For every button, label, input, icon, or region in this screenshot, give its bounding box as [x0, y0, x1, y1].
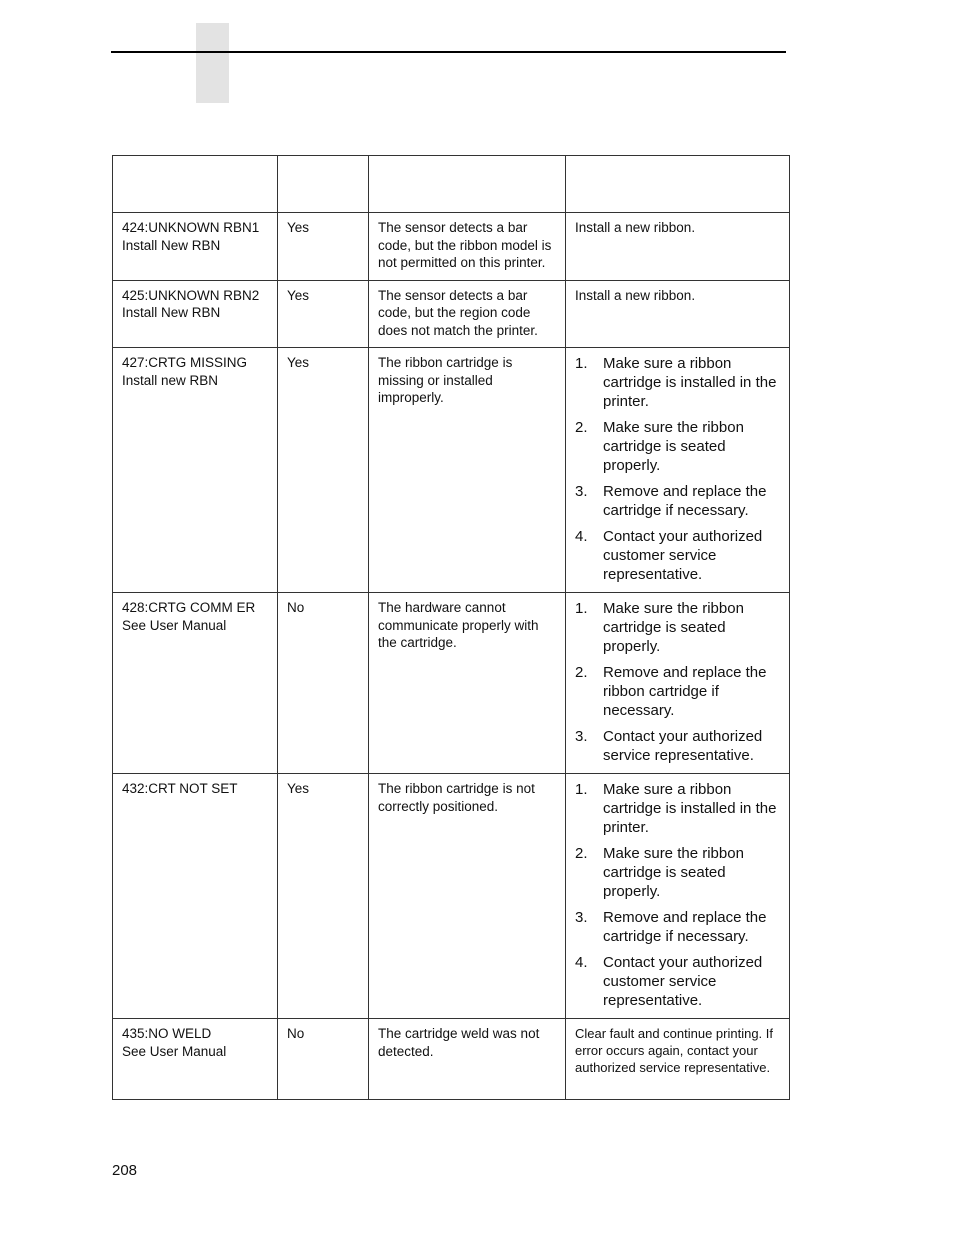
explanation-cell: The sensor detects a bar code, but the region code does not match the printer. [369, 280, 566, 348]
header-cell [369, 156, 566, 213]
error-code-table [112, 155, 790, 1100]
solution-cell: Install a new ribbon. [566, 213, 790, 281]
message-line: Install new RBN [122, 372, 219, 388]
list-item: 3. Remove and replace the cartridge if necessary. [575, 909, 767, 945]
solution-cell [566, 593, 790, 774]
header-rule [111, 51, 786, 53]
message-cell [113, 280, 278, 348]
table-row [113, 774, 790, 1019]
message-line: 428:CRTG COMM ER [122, 600, 256, 615]
header-cell [566, 156, 790, 213]
message-line: 435:NO WELD [122, 1026, 212, 1041]
message-line: 425:UNKNOWN RBN2 [122, 287, 260, 303]
resettable-cell: Yes [278, 213, 369, 281]
message-cell [113, 774, 278, 1019]
table-row [113, 1019, 790, 1100]
list-item: 2. Make sure the ribbon cartridge is seated properly. [575, 419, 744, 474]
explanation-cell: The ribbon cartridge is missing or installed improperly. [369, 348, 566, 593]
solution-steps [566, 593, 789, 773]
message-line: See User Manual [122, 1043, 227, 1059]
message-line: 427:CRTG MISSING [122, 355, 248, 370]
table-header-row [113, 156, 790, 213]
table-row [113, 280, 790, 348]
message-line: Install New RBN [122, 305, 221, 320]
resettable-cell: No [278, 1019, 369, 1100]
solution-cell [566, 774, 790, 1019]
solution-cell: Install a new ribbon. [566, 280, 790, 348]
explanation-cell: The hardware cannot communicate properly with the cartridge. [369, 593, 566, 774]
message-cell [113, 213, 278, 281]
table-row [113, 348, 790, 593]
solution-cell [566, 348, 790, 593]
resettable-cell: Yes [278, 348, 369, 593]
message-line: 424:UNKNOWN RBN1 [122, 220, 260, 235]
list-item: 1. Make sure a ribbon cartridge is installed in the printer. [575, 781, 777, 836]
message-cell [113, 1019, 278, 1100]
header-cell [278, 156, 369, 213]
resettable-cell: No [278, 593, 369, 774]
list-item: 1. Make sure the ribbon cartridge is seated properly. [575, 600, 744, 655]
list-item: 4. Contact your authorized customer service representative. [575, 954, 763, 1009]
page-number: 208 [112, 1162, 138, 1179]
explanation-cell: The sensor detects a bar code, but the ribbon model is not permitted on this printer. [369, 213, 566, 281]
solution-steps [566, 348, 789, 592]
list-item: 3. Remove and replace the cartridge if necessary. [575, 483, 767, 519]
chapter-tab [196, 23, 229, 103]
solution-cell: Clear fault and continue printing. If error occurs again, contact your authorized service representative. [566, 1019, 790, 1100]
list-item: 1. Make sure a ribbon cartridge is installed in the printer. [575, 355, 777, 410]
list-item: 4. Contact your authorized customer service representative. [575, 528, 763, 583]
table-row [113, 213, 790, 281]
list-item: 2. Make sure the ribbon cartridge is seated properly. [575, 845, 744, 900]
message-line: See User Manual [122, 617, 227, 633]
message-line: Install New RBN [122, 237, 221, 253]
header-cell [113, 156, 278, 213]
message-cell [113, 593, 278, 774]
table-row [113, 593, 790, 774]
resettable-cell: Yes [278, 280, 369, 348]
solution-steps [566, 774, 789, 1018]
message-line: 432:CRT NOT SET [122, 781, 238, 796]
list-item: 2. Remove and replace the ribbon cartridge if necessary. [575, 664, 767, 719]
message-cell [113, 348, 278, 593]
explanation-cell: The ribbon cartridge is not correctly positioned. [369, 774, 566, 1019]
resettable-cell: Yes [278, 774, 369, 1019]
explanation-cell: The cartridge weld was not detected. [369, 1019, 566, 1100]
list-item: 3. Contact your authorized service representative. [575, 728, 763, 764]
